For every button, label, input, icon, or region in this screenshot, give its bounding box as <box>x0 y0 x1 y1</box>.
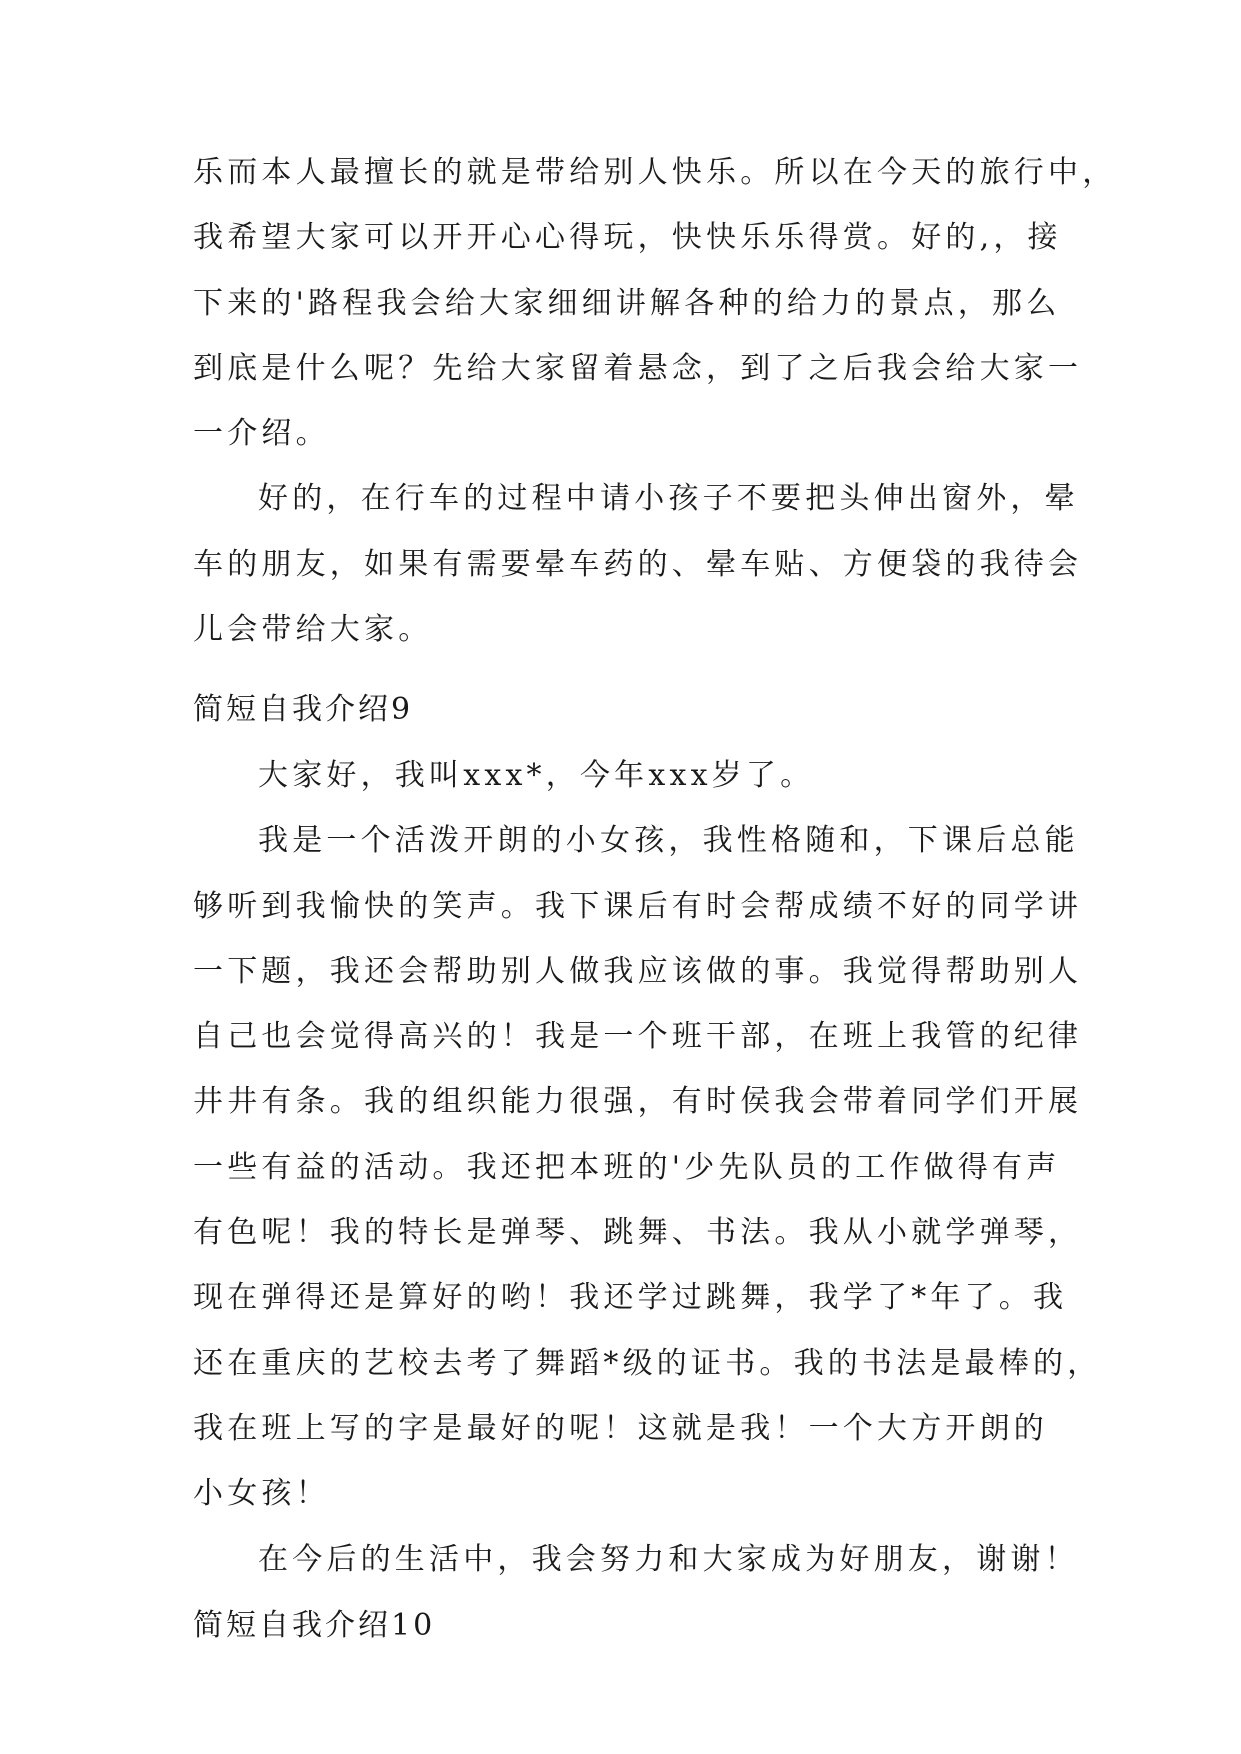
paragraph-line: 乐而本人最擅长的就是带给别人快乐。所以在今天的旅行中， <box>193 155 1117 190</box>
paragraph-line: 车的朋友，如果有需要晕车药的、晕车贴、方便袋的我待会 <box>193 546 1083 582</box>
section-heading: 简短自我介绍10 <box>193 1607 436 1643</box>
paragraph-line: 小女孩！ <box>193 1476 330 1512</box>
paragraph-line: 下来的'路程我会给大家细细讲解各种的给力的景点，那么 <box>193 285 1061 321</box>
paragraph-line: 一介绍。 <box>193 416 330 452</box>
paragraph-line: 有色呢！我的特长是弹琴、跳舞、书法。我从小就学弹琴， <box>193 1215 1083 1251</box>
paragraph-line: 自己也会觉得高兴的！我是一个班干部，在班上我管的纪律 <box>193 1019 1083 1055</box>
paragraph-line: 大家好，我叫xxx*，今年xxx岁了。 <box>258 758 815 793</box>
section-9 <box>193 676 1102 1659</box>
paragraph-line: 我是一个活泼开朗的小女孩，我性格随和，下课后总能 <box>258 823 1079 859</box>
previous-section-body <box>193 140 1117 662</box>
paragraph-line: 到底是什么呢？先给大家留着悬念，到了之后我会给大家一 <box>193 350 1083 386</box>
paragraph-line: 一下题，我还会帮助别人做我应该做的事。我觉得帮助别人 <box>193 953 1083 989</box>
paragraph-line: 我在班上写的字是最好的呢！这就是我！一个大方开朗的 <box>193 1410 1048 1446</box>
paragraph-line: 我希望大家可以开开心心得玩，快快乐乐得赏。好的,，接 <box>193 220 1062 256</box>
paragraph-line: 井井有条。我的组织能力很强，有时侯我会带着同学们开展 <box>193 1084 1083 1120</box>
paragraph-line: 现在弹得还是算好的哟！我还学过跳舞，我学了*年了。我 <box>193 1280 1068 1316</box>
section-heading: 简短自我介绍9 <box>193 692 414 727</box>
paragraph-line: 够听到我愉快的笑声。我下课后有时会帮成绩不好的同学讲 <box>193 888 1083 924</box>
paragraph-line: 一些有益的活动。我还把本班的'少先队员的工作做得有声 <box>193 1149 1061 1185</box>
paragraph-line: 在今后的生活中，我会努力和大家成为好朋友，谢谢！ <box>258 1541 1079 1577</box>
paragraph-line: 还在重庆的艺校去考了舞蹈*级的证书。我的书法是最棒的， <box>193 1345 1102 1381</box>
paragraph-line: 儿会带给大家。 <box>193 612 433 648</box>
paragraph-line: 好的，在行车的过程中请小孩子不要把头伸出窗外，晕 <box>258 481 1079 517</box>
